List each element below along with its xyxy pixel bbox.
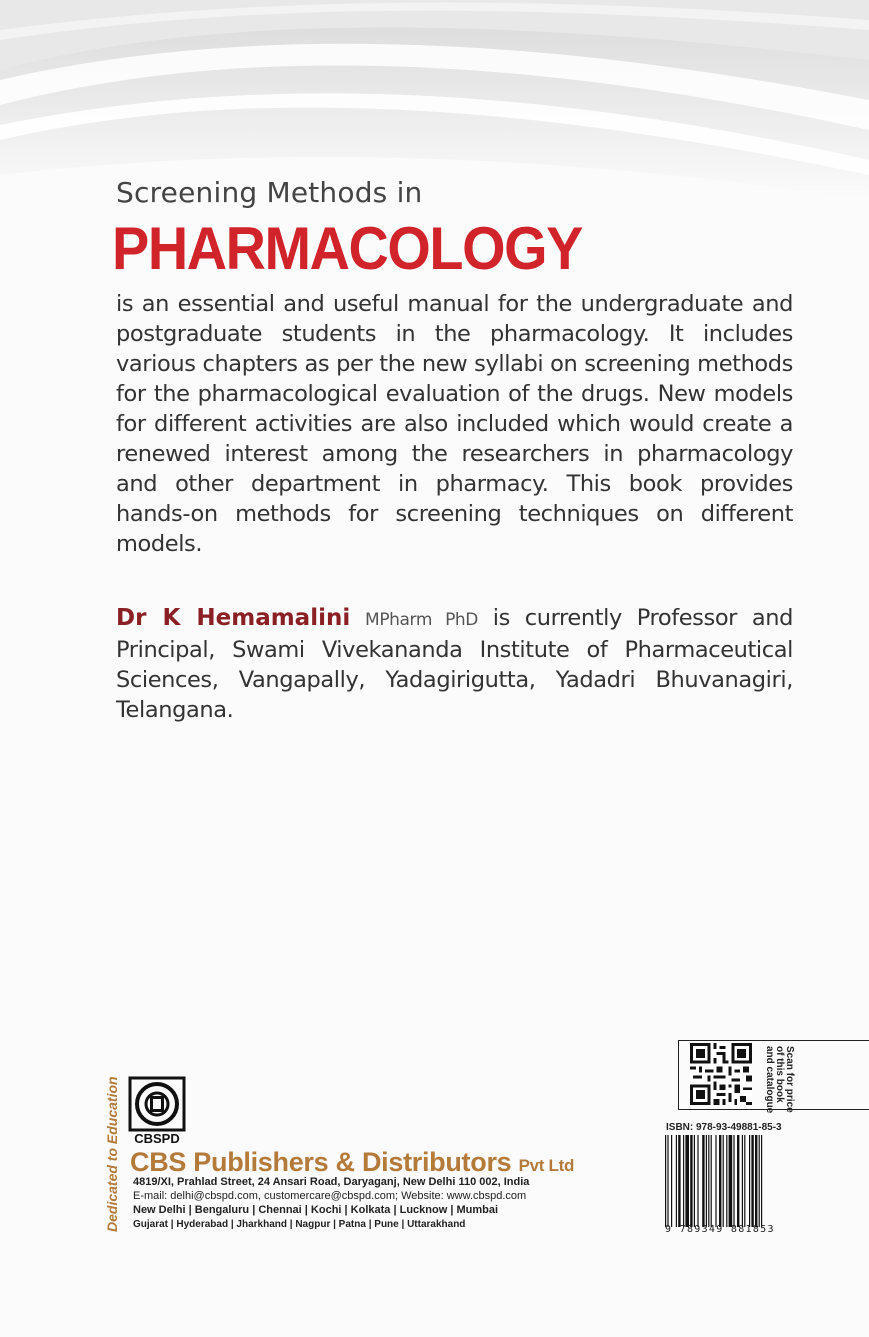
isbn-label: ISBN: 978-93-49881-85-3 bbox=[666, 1122, 782, 1133]
publisher-name-text: CBS Publishers & Distributors bbox=[130, 1147, 512, 1177]
publisher-tagline: Dedicated to Education bbox=[104, 1076, 120, 1232]
book-title: PHARMACOLOGY bbox=[112, 215, 582, 282]
publisher-branches-1: New Delhi | Bengaluru | Chennai | Kochi | Kolkata | Lucknow | Mumbai bbox=[133, 1204, 499, 1216]
publisher-name bbox=[130, 1147, 574, 1178]
qr-code bbox=[690, 1043, 752, 1105]
book-description: is an essential and useful manual for the undergraduate and postgraduate students in the pharmacology. It includes various chapters as per the new syllabi on screening methods for the pharmacological evaluation of the drugs. New models for different activities are also included which would create a renewed interest among the researchers in pharmacology and other department in pharmacy. This book provides hands-on methods for screening techniques on different models. bbox=[116, 291, 793, 557]
author-bio-text: is currently Professor and Principal, Swami Vivekananda Institute of Pharmaceutical Sciences, Vangapally, Yadagirigutta, Yadadri Bhuvanagiri, Telangana. bbox=[116, 605, 793, 723]
author-name: Dr K Hemamalini bbox=[116, 605, 351, 631]
isbn-barcode bbox=[665, 1135, 793, 1227]
publisher-suffix: Pvt Ltd bbox=[518, 1156, 575, 1175]
author-bio bbox=[116, 603, 793, 725]
publisher-branches-2: Gujarat | Hyderabad | Jharkhand | Nagpur | Patna | Pune | Uttarakhand bbox=[133, 1219, 466, 1230]
decorative-swoosh-background bbox=[0, 0, 869, 200]
qr-caption: Scan for price of this book and catalogue bbox=[764, 1046, 795, 1114]
publisher-contact: E-mail: delhi@cbspd.com, customercare@cbspd.com; Website: www.cbspd.com bbox=[133, 1190, 527, 1202]
barcode-digits: 9 789349 881853 bbox=[665, 1224, 775, 1235]
publisher-logo-text: CBSPD bbox=[134, 1131, 180, 1146]
publisher-address: 4819/XI, Prahlad Street, 24 Ansari Road, Daryaganj, New Delhi 110 002, India bbox=[133, 1176, 530, 1188]
publisher-logo bbox=[128, 1076, 186, 1146]
book-subtitle: Screening Methods in bbox=[116, 176, 423, 209]
author-credentials: MPharm PhD bbox=[365, 610, 478, 630]
